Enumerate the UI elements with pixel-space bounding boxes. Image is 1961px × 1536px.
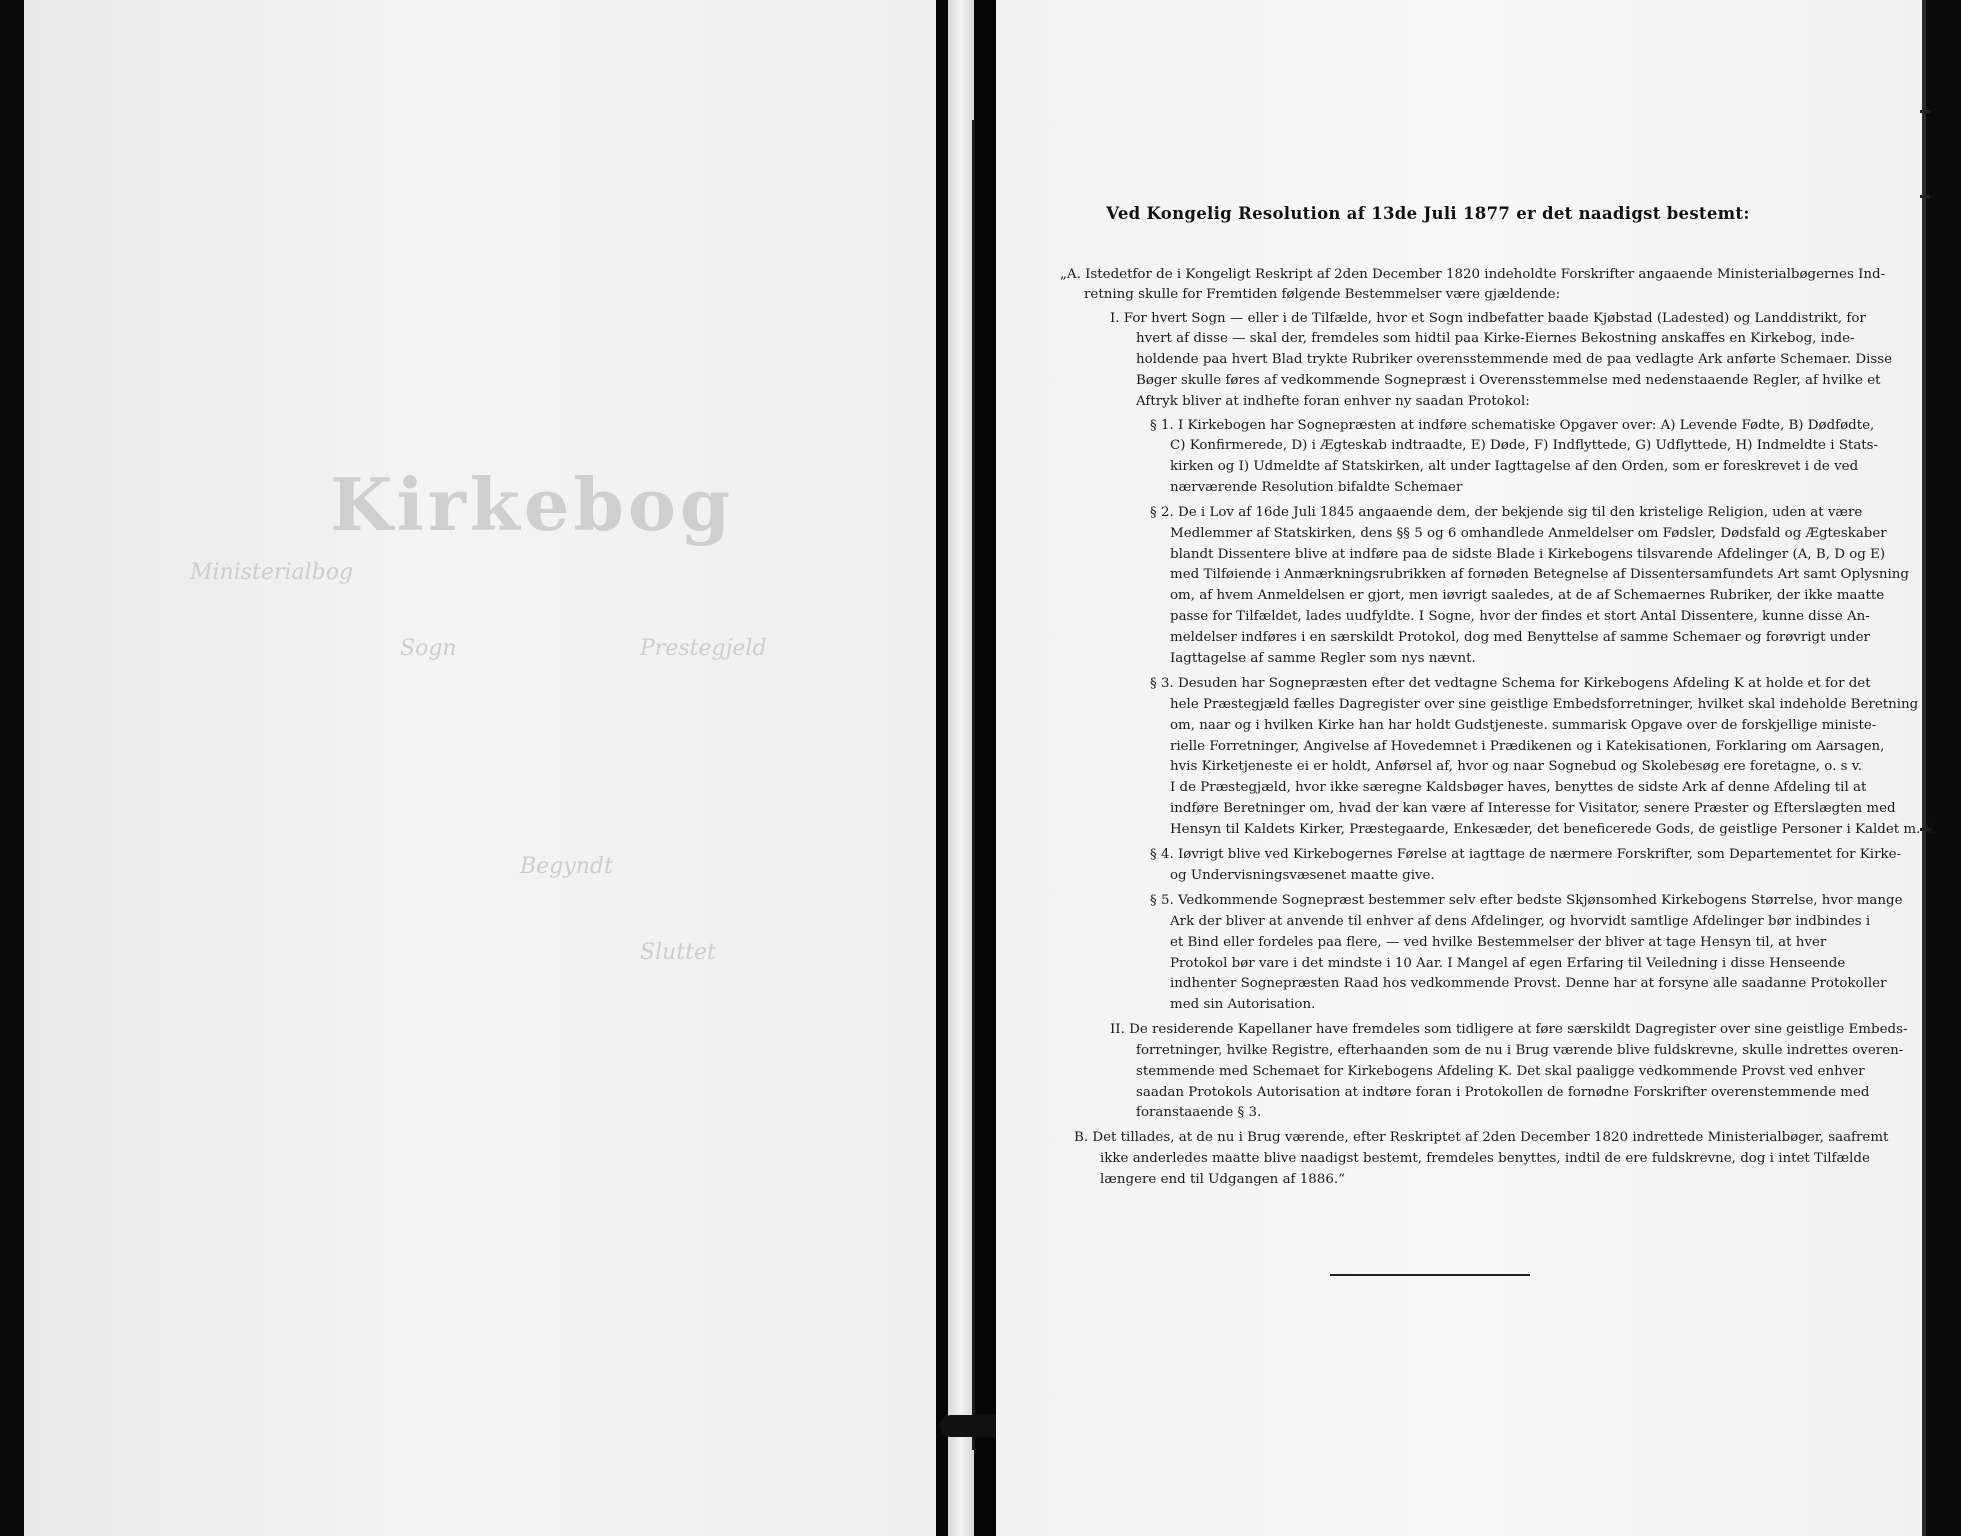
resolution-line: § 1. I Kirkebogen har Sognepræsten at indføre schematiske Opgaver over: A) Levende Fødte, B) Dødfødte, — [1150, 418, 1875, 433]
resolution-line: forretninger, hvilke Registre, efterhaanden som de nu i Brug værende blive fuldskrevne, skulle indrettes overen- — [1136, 1043, 1904, 1058]
resolution-line: Ark der bliver at anvende til enhver af dens Afdelinger, og hvorvidt samtlige Afdelinger bør indbindes i — [1170, 914, 1871, 929]
resolution-line: med sin Autorisation. — [1170, 997, 1316, 1012]
resolution-line: I de Præstegjæld, hvor ikke særegne Kaldsbøger haves, benyttes de sidste Ark af denne Afdeling til at — [1170, 780, 1867, 795]
resolution-line: om, af hvem Anmeldelsen er gjort, men iøvrigt saaledes, at de af Schemaernes Rubriker, der ikke maatte — [1170, 588, 1885, 603]
resolution-line: retning skulle for Fremtiden følgende Bestemmelser være gjældende: — [1084, 287, 1561, 302]
ghost-line: Sluttet — [640, 940, 716, 965]
resolution-line: II. De residerende Kapellaner have fremdeles som tidligere at føre særskildt Dagregister over sine geistlige Embeds- — [1110, 1022, 1908, 1037]
resolution-line: og Undervisningsvæsenet maatte give. — [1170, 868, 1435, 883]
left-page — [24, 0, 936, 1536]
resolution-line: stemmende med Schemaet for Kirkebogens Afdeling K. Det skal paaligge vedkommende Provst ved enhver — [1136, 1064, 1865, 1079]
resolution-line: saadan Protokols Autorisation at indtøre foran i Protokollen de fornødne Forskrifter overenstemmende med — [1136, 1085, 1870, 1100]
resolution-line: § 4. Iøvrigt blive ved Kirkebogernes Førelse at iagttage de nærmere Forskrifter, som Departementet for Kirke- — [1150, 847, 1902, 862]
resolution-line: B. Det tillades, at de nu i Brug værende, efter Reskriptet af 2den December 1820 indrettede Ministerialbøger, saafremt — [1074, 1130, 1889, 1145]
page-edge-tick — [1920, 110, 1930, 113]
resolution-line: Iagttagelse af samme Regler som nys nævnt. — [1170, 651, 1476, 666]
resolution-line: Hensyn til Kaldets Kirker, Præstegaarde, Enkesæder, det beneficerede Gods, de geistlige Personer i Kaldet m. V. — [1170, 822, 1937, 837]
ghost-line: Prestegjeld — [640, 636, 767, 661]
resolution-line: længere end til Udgangen af 1886.“ — [1100, 1172, 1345, 1187]
binding-strip — [948, 0, 974, 1536]
resolution-heading: Ved Kongelig Resolution af 13de Juli 1877 er det naadigst bestemt: — [1106, 204, 1750, 223]
resolution-line: C) Konfirmerede, D) i Ægteskab indtraadte, E) Døde, F) Indflyttede, G) Udflyttede, H) Indmeldte i Stats- — [1170, 438, 1879, 453]
resolution-line: kirken og I) Udmeldte af Statskirken, alt under Iagttagelse af den Orden, som er foreskrevet i de ved — [1170, 459, 1859, 474]
resolution-line: hvert af disse — skal der, fremdeles som hidtil paa Kirke-Eiernes Bekostning anskaffes en Kirkebog, inde- — [1136, 331, 1855, 346]
page-edge-tick — [1920, 195, 1930, 198]
resolution-line: I. For hvert Sogn — eller i de Tilfælde, hvor et Sogn indbefatter baade Kjøbstad (Ladested) og Landdistrikt, for — [1110, 311, 1866, 326]
resolution-line: § 2. De i Lov af 16de Juli 1845 angaaende dem, der bekjende sig til den kristelige Religion, uden at være — [1150, 505, 1863, 520]
resolution-line: med Tilføiende i Anmærkningsrubrikken af fornøden Betegnelse af Dissentersamfundets Art samt Oplysning — [1170, 567, 1909, 582]
page-edge — [1922, 0, 1926, 1536]
binding-thread — [972, 120, 975, 1450]
resolution-line: holdende paa hvert Blad trykte Rubriker overensstemmende med de paa vedlagte Ark anførte Schemaer. Disse — [1136, 352, 1893, 367]
resolution-line: hvis Kirketjeneste ei er holdt, Anførsel af, hvor og naar Sognebud og Skolebesøg ere foretagne, o. s v. — [1170, 759, 1862, 774]
resolution-line: blandt Dissentere blive at indføre paa de sidste Blade i Kirkebogens tilsvarende Afdelinger (A, B, D og E) — [1170, 547, 1886, 562]
resolution-line: rielle Forretninger, Angivelse af Hovedemnet i Prædikenen og i Katekisationen, Forklaring om Aarsagen, — [1170, 739, 1885, 754]
resolution-line: Bøger skulle føres af vedkommende Sognepræst i Overensstemmelse med nedenstaaende Regler, af hvilke et — [1136, 373, 1881, 388]
closing-rule — [1330, 1274, 1530, 1276]
resolution-line: § 3. Desuden har Sognepræsten efter det vedtagne Schema for Kirkebogens Afdeling K at holde et for det — [1150, 676, 1871, 691]
resolution-line: nærværende Resolution bifaldte Schemaer — [1170, 480, 1463, 495]
ghost-line: Begyndt — [520, 854, 613, 879]
resolution-line: indhenter Sognepræsten Raad hos vedkommende Provst. Denne har at forsyne alle saadanne Protokoller — [1170, 976, 1887, 991]
resolution-line: „A. Istedetfor de i Kongeligt Reskript af 2den December 1820 indeholdte Forskrifter angaaende Ministerialbøgernes Ind- — [1060, 267, 1886, 282]
resolution-line: ikke anderledes maatte blive naadigst bestemt, fremdeles benyttes, indtil de ere fuldskrevne, dog i intet Tilfælde — [1100, 1151, 1870, 1166]
resolution-line: indføre Beretninger om, hvad der kan være af Interesse for Visitator, senere Præster og Efterslægten med — [1170, 801, 1896, 816]
resolution-line: Aftryk bliver at indhefte foran enhver ny saadan Protokol: — [1136, 394, 1530, 409]
resolution-line: meldelser indføres i en særskildt Protokol, dog med Benyttelse af samme Schemaer og forøvrigt under — [1170, 630, 1870, 645]
resolution-line: § 5. Vedkommende Sognepræst bestemmer selv efter bedste Skjønsomhed Kirkebogens Størrelse, hvor mange — [1150, 893, 1903, 908]
resolution-line: Protokol bør vare i det mindste i 10 Aar. I Mangel af egen Erfaring til Veiledning i disse Henseende — [1170, 956, 1846, 971]
resolution-line: foranstaaende § 3. — [1136, 1105, 1262, 1120]
resolution-line: hele Præstegjæld fælles Dagregister over sine geistlige Embedsforretninger, hvilket skal indeholde Beretning — [1170, 697, 1919, 712]
ghost-line: Sogn — [400, 636, 457, 661]
resolution-line: et Bind eller fordeles paa flere, — ved hvilke Bestemmelser der bliver at tage Hensyn til, at hver — [1170, 935, 1827, 950]
resolution-line: Medlemmer af Statskirken, dens §§ 5 og 6 omhandlede Anmeldelser om Fødsler, Dødsfald og Ægteskaber — [1170, 526, 1887, 541]
ghost-line: Ministerialbog — [190, 560, 354, 585]
resolution-line: passe for Tilfældet, lades uudfyldte. I Sogne, hvor der findes et stort Antal Dissentere, kunne disse An- — [1170, 609, 1870, 624]
resolution-line: om, naar og i hvilken Kirke han har holdt Gudstjeneste. summarisk Opgave over de forskjellige ministe- — [1170, 718, 1877, 733]
ghost-title: Kirkebog — [330, 462, 735, 547]
